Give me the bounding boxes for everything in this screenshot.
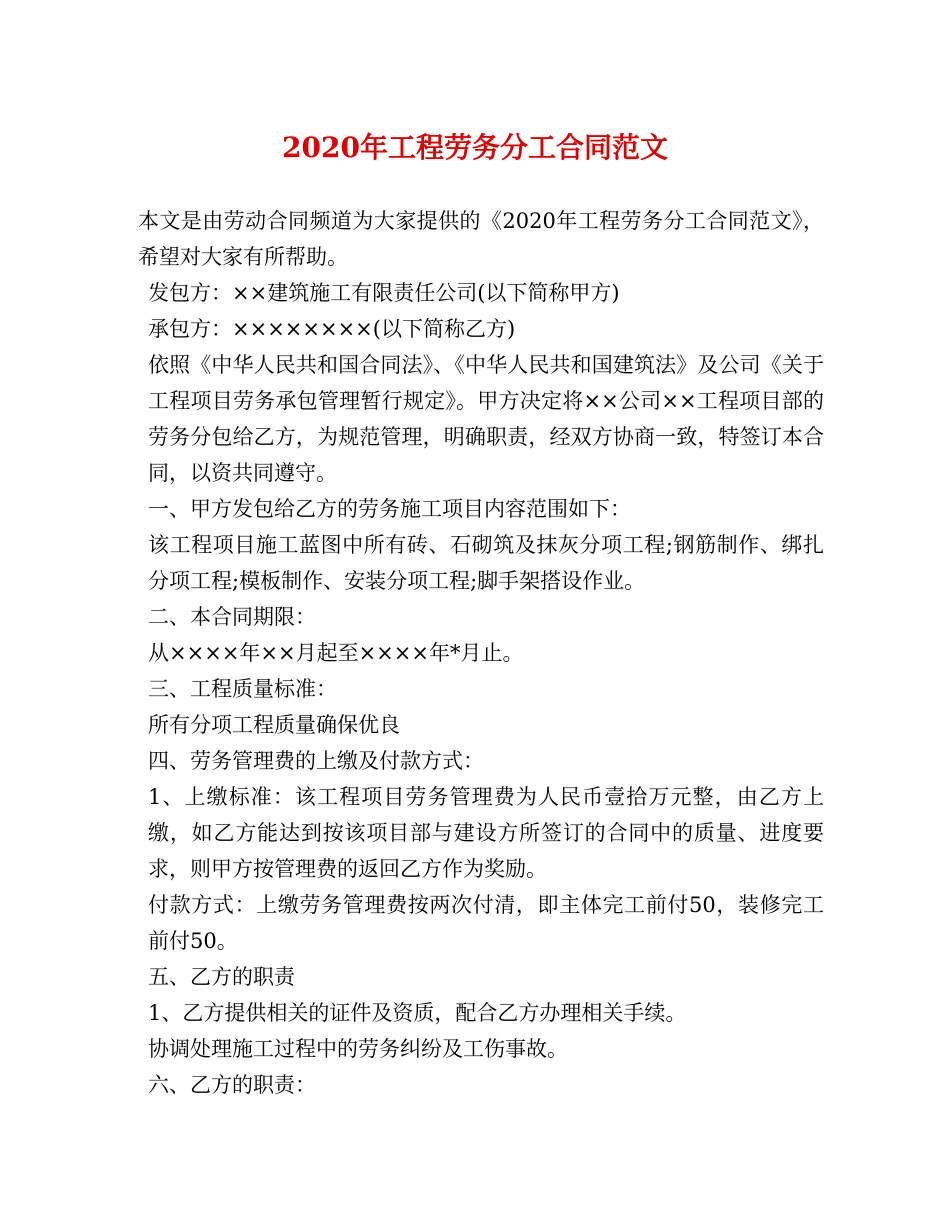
paragraph-contractor: 发包方：××建筑施工有限责任公司(以下简称甲方) (148, 281, 620, 305)
paragraph-quality: 所有分项工程质量确保优良 (148, 713, 400, 737)
document-title: 2020年工程劳务分工合同范文 (282, 131, 668, 164)
section-heading-1: 一、甲方发包给乙方的劳务施工项目内容范围如下： (148, 497, 631, 521)
section-heading-3: 三、工程质量标准： (148, 677, 337, 701)
paragraph-scope: 该工程项目施工蓝图中所有砖、石砌筑及抹灰分项工程;钢筋制作、绑扎分项工程;模板制作、安装分项工程;脚手架搭设作业。 (148, 533, 824, 593)
section-heading-6: 六、乙方的职责： (148, 1073, 316, 1097)
paragraph-basis: 依照《中华人民共和国合同法》、《中华人民共和国建筑法》及公司《关于工程项目劳务承包管理暂行规定》。甲方决定将××公司××工程项目部的劳务分包给乙方，为规范管理，明确职责，经双方协商一致，特签订本合同，以资共同遵守。 (148, 353, 824, 485)
paragraph-subcontractor: 承包方：××××××××(以下简称乙方) (148, 317, 516, 341)
paragraph-fee-standard: 1、上缴标准：该工程项目劳务管理费为人民币壹拾万元整，由乙方上缴，如乙方能达到按该项目部与建设方所签订的合同中的质量、进度要求，则甲方按管理费的返回乙方作为奖励。 (148, 785, 824, 881)
paragraph-duty-2: 协调处理施工过程中的劳务纠纷及工伤事故。 (148, 1037, 568, 1061)
paragraph-duty-1: 1、乙方提供相关的证件及资质，配合乙方办理相关手续。 (148, 1001, 687, 1025)
section-heading-5: 五、乙方的职责 (148, 965, 295, 989)
document-body (138, 203, 824, 1103)
section-heading-2: 二、本合同期限： (148, 605, 316, 629)
paragraph-payment: 付款方式：上缴劳务管理费按两次付清，即主体完工前付50，装修完工前付50。 (148, 893, 824, 953)
paragraph-term: 从××××年××月起至××××年*月止。 (148, 641, 524, 665)
paragraph-intro: 本文是由劳动合同频道为大家提供的《2020年工程劳务分工合同范文》，希望对大家有所帮助。 (138, 209, 824, 269)
section-heading-4: 四、劳务管理费的上缴及付款方式： (148, 749, 484, 773)
